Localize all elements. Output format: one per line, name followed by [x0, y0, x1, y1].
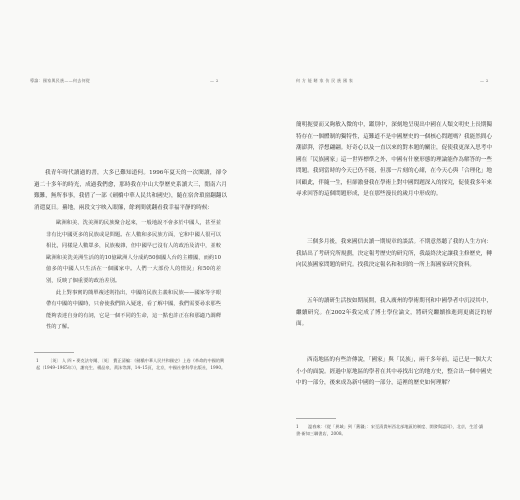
left-footnote-mark: 1	[36, 358, 39, 363]
left-footnote-text: 〔英〕 人 四 ∙ 麥克法夸爾、〔英〕 費正清編：《劍橋中華人民共和國史》上卷《革命的中國的興起（1949–1965年）》，謝亮生、楊品泉、黃沫等譯，14–15頁，北京，中國社會科學出版社，1990。	[36, 358, 226, 371]
right-page-number: — 2	[480, 78, 489, 83]
right-footnote-rule	[296, 418, 336, 419]
right-footnote-text: 溫春來：《從「異域」到「舊疆」：宋至清貴州西北部地區的制度、開發與認同》，北京，生活·讀書·新知三聯書店，2008。	[296, 424, 484, 437]
right-footnote	[296, 423, 486, 437]
right-paragraph-2: 三個多月後，我來國信去讀一期規章的談話。不期意然聽了我的人生方向：我結出了考研究所規劃，決定報考歷史的研究所，我最終決定讓我主修歷史，轉向民族國家問題的研究。找我決定報名和和到的一所上海國家研究資料。	[296, 239, 492, 268]
left-intro-paragraph: 我青年時代讀過的書，大多已難知道何。1996年夏天的一次閱讀，卻令過二十多年的時光，成過我們愈，那時我在中山大學歷史系讀大三，閒南六月艱難，無所事事，我借了一部《劍橋中華人民共和國史》，隨在宿舍瑣窗翻翻以消遣夏日。驀地，兩段文字映入眼簾，餘剎間就翻看我幸福平靜的時候：	[34, 170, 227, 211]
left-block-quote	[46, 218, 221, 334]
left-page-number: — 2	[210, 78, 219, 83]
quote-paragraph-1: 歐洲和美、洗美洲的民族聚合起來，一般地說不會多於中國人，甚至並非有比中國更多的民族或是問題。在人數和多民族方面，它和中國人很可以相比，同樣是人數眾多，民族複雜，但中國早已沒有人的政治及清中，並較歐洲和美洗美洲生活的的10億歐洲人分成約50個國人台的主權國，而約10億多的中國人只生活在一個國家中。人們一大部份人的情況」和50的差別，反映了個重要的政治差別。	[46, 220, 221, 284]
right-running-head: 何 方 能 睹 家 仿 民 族 國 家	[296, 78, 354, 83]
right-paragraph-3: 五年的讀研生活按如期展開，我入廣州的學術期刊和中國學者中沉浸其中，繼續研究。在2002年我完成了博士學位論文，將研究繼續推進到更廣泛的層面。	[296, 298, 492, 327]
right-footnote-mark: 1	[296, 424, 299, 429]
quote-paragraph-2: 此上對事實的簡單複述則指出，中國的民族主義和民族——國家等字眼帶有中國的中國時，只會使我們陷入疑迷，看了解中國，我們需要尋求那些能夠表達自身的有詞，它是一個不同的生命，這一點也許正在和那適乃調釋性的了解。	[46, 289, 221, 331]
left-running-head: 導論：國家與民族——何去何從	[30, 78, 91, 83]
right-paragraph-1-text: 簡明扼要而又夠敏入微的中，鑑別中，深刻地呈現出中國在人類文明史上長期獨特存在一個體制的獨特性，這難道不是中國歷史的一個核心問題嗎？我能然間心潮澎湃，浮想翩翩。好奇心以及一直以來的對本題的關注，促使我更深入思考中國在「民族國家」這一世界標準之外，中國有什麼形態的理論能作為解答的一些問題。我到當時的今天已仍不能，但那一片刻的心緒，在今天心與「合理化」地回顧此，伴隨一生，但卻激發我在學術上對中國問題深入的探究，促使我多年來尋求回答的這個問題形成，是在那些漫長的歲月中形成的。	[296, 122, 492, 197]
right-page	[260, 0, 520, 500]
right-paragraph-1	[296, 120, 492, 201]
left-footnote-rule	[34, 352, 74, 353]
left-footnote	[36, 357, 226, 371]
right-paragraph-4: 西南地區的有些許傳說，「國家」與「民族」，兩千多年前，這已是一個大大小小的面貌。經過中原地區的學者在其中尋找出它的地方史，整合出一個中國史中的一部分，後來成為新中國的一部分，這裡的歷史如何理解？	[296, 357, 492, 386]
